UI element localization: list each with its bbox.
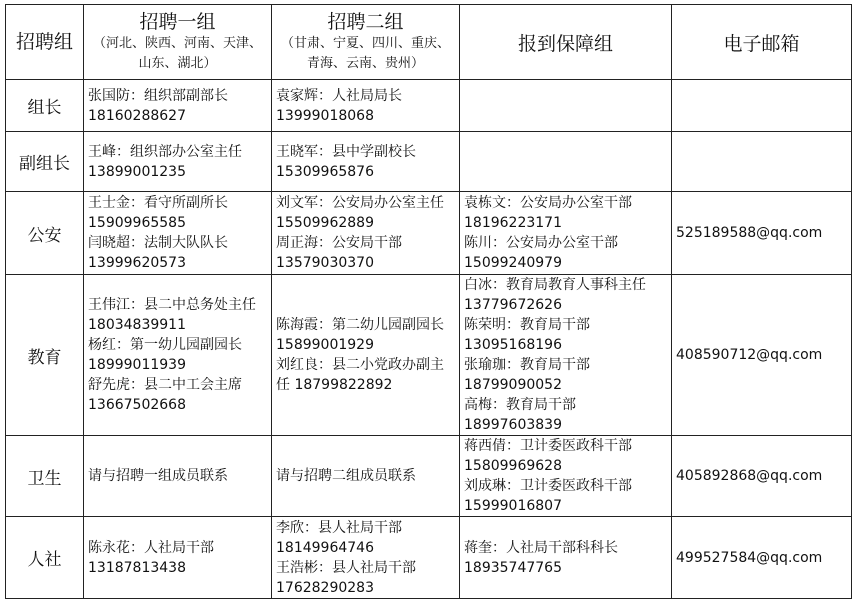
contact-line: 陈海霞：第二幼儿园副园长 15899001929 — [276, 317, 444, 353]
role-cell: 副组长 — [6, 132, 84, 192]
group2-cell — [272, 132, 460, 192]
contact-line: 18799090052 — [464, 377, 562, 393]
contact-line: 张瑜珈：教育局干部 — [464, 357, 590, 373]
header-role-label: 招聘组 — [15, 30, 73, 53]
contact-line: 袁家辉：人社局局长 — [276, 87, 402, 104]
contact-line: 请与招聘二组成员联系 — [276, 468, 416, 484]
table-row — [6, 132, 852, 192]
contact-line: 蒋西倩：卫计委医政科干部 — [464, 438, 632, 454]
email-cell — [672, 80, 852, 132]
group3-cell — [460, 275, 672, 436]
contact-line: 白冰：教育局教育人事科主任 — [464, 277, 646, 293]
contact-line: 18034839911 — [88, 317, 186, 333]
contact-line: 请与招聘一组成员联系 — [88, 468, 228, 484]
email-cell: 525189588@qq.com — [672, 192, 852, 275]
contact-line: 18999011939 — [88, 357, 186, 373]
email-cell: 405892868@qq.com — [672, 436, 852, 517]
role-cell: 组长 — [6, 80, 84, 132]
group3-cell — [460, 192, 672, 275]
contact-line: 13579030370 — [276, 255, 374, 271]
contact-line: 18935747765 — [464, 559, 562, 576]
recruitment-contact-table — [5, 4, 852, 599]
contact-line: 刘文军：公安局办公室主任 15509962889 — [276, 195, 444, 231]
contact-line: 18160288627 — [88, 107, 186, 124]
table-row — [6, 275, 852, 436]
header-role — [6, 5, 84, 80]
contact-line: 15309965876 — [276, 163, 374, 180]
group1-cell — [84, 132, 272, 192]
group1-cell — [84, 436, 272, 517]
contact-line: 李欣：县人社局干部 — [276, 519, 402, 536]
contact-line: 13999620573 — [88, 255, 186, 271]
contact-line: 杨红：第一幼儿园副园长 — [88, 337, 242, 353]
group1-cell — [84, 80, 272, 132]
contact-line: 18149964746 — [276, 539, 374, 556]
contact-line: 舒先虎：县二中工会主席 — [88, 377, 242, 393]
contact-line: 13095168196 — [464, 337, 562, 353]
contact-line: 15909965585 — [88, 215, 186, 231]
contact-line: 18196223171 — [464, 215, 562, 231]
group2-cell — [272, 517, 460, 599]
role-cell: 公安 — [6, 192, 84, 275]
group1-cell — [84, 192, 272, 275]
table-row — [6, 436, 852, 517]
contact-line: 15099240979 — [464, 255, 562, 271]
contact-line: 15999016807 — [464, 498, 562, 514]
group2-title: 招聘二组 — [327, 11, 404, 33]
contact-line: 王伟江：县二中总务处主任 — [88, 297, 256, 313]
group1-cell — [84, 517, 272, 599]
group2-cell — [272, 192, 460, 275]
table-row — [6, 192, 852, 275]
contact-line: 王晓军：县中学副校长 — [276, 143, 416, 160]
contact-line: 陈荣明：教育局干部 — [464, 317, 590, 333]
role-cell: 教育 — [6, 275, 84, 436]
group3-cell — [460, 436, 672, 517]
contact-line: 陈永花：人社局干部 — [88, 539, 214, 556]
group1-cell — [84, 275, 272, 436]
role-cell: 人社 — [6, 517, 84, 599]
contact-line: 13187813438 — [88, 559, 186, 576]
contact-line: 王峰：组织部办公室主任 — [88, 143, 242, 160]
group2-cell — [272, 436, 460, 517]
contact-line: 王士金：看守所副所长 — [88, 195, 228, 211]
group3-title: 报到保障组 — [517, 32, 613, 55]
header-row — [6, 5, 852, 80]
group2-cell — [272, 275, 460, 436]
header-group2 — [272, 5, 460, 80]
group1-title: 招聘一组 — [139, 11, 216, 33]
header-email — [672, 5, 852, 80]
contact-line: 闫晓超：法制大队队长 — [88, 235, 228, 251]
email-cell: 408590712@qq.com — [672, 275, 852, 436]
role-cell: 卫生 — [6, 436, 84, 517]
group2-provinces: （甘肃、宁夏、四川、重庆、青海、云南、贵州） — [280, 36, 450, 71]
group3-cell — [460, 517, 672, 599]
group1-provinces: （河北、陕西、河南、天津、山东、湖北） — [92, 36, 262, 71]
contact-line: 王浩彬：县人社局干部 — [276, 559, 416, 576]
email-title: 电子邮箱 — [723, 32, 800, 55]
contact-line: 陈川：公安局办公室干部 — [464, 235, 618, 251]
contact-line: 袁栋文：公安局办公室干部 — [464, 195, 632, 211]
contact-line: 蒋奎：人社局干部科科长 — [464, 539, 618, 556]
contact-line: 15809969628 — [464, 458, 562, 474]
contact-line: 13999018068 — [276, 107, 374, 124]
contact-line: 刘红良：县二小党政办副主任 18799822892 — [276, 357, 444, 393]
email-cell: 499527584@qq.com — [672, 517, 852, 599]
contact-line: 高梅：教育局干部 — [464, 397, 576, 413]
contact-line: 13899001235 — [88, 163, 186, 180]
table-row — [6, 517, 852, 599]
header-group3 — [460, 5, 672, 80]
email-cell — [672, 132, 852, 192]
group2-cell — [272, 80, 460, 132]
contact-line: 17628290283 — [276, 579, 374, 596]
group3-cell — [460, 132, 672, 192]
group3-cell — [460, 80, 672, 132]
contact-line: 18997603839 — [464, 417, 562, 433]
contact-line: 13667502668 — [88, 397, 186, 413]
contact-line: 刘成琳：卫计委医政科干部 — [464, 478, 632, 494]
table-row — [6, 80, 852, 132]
contact-line: 13779672626 — [464, 297, 562, 313]
contact-line: 周正海：公安局干部 — [276, 235, 402, 251]
contact-line: 张国防：组织部副部长 — [88, 87, 228, 104]
header-group1 — [84, 5, 272, 80]
